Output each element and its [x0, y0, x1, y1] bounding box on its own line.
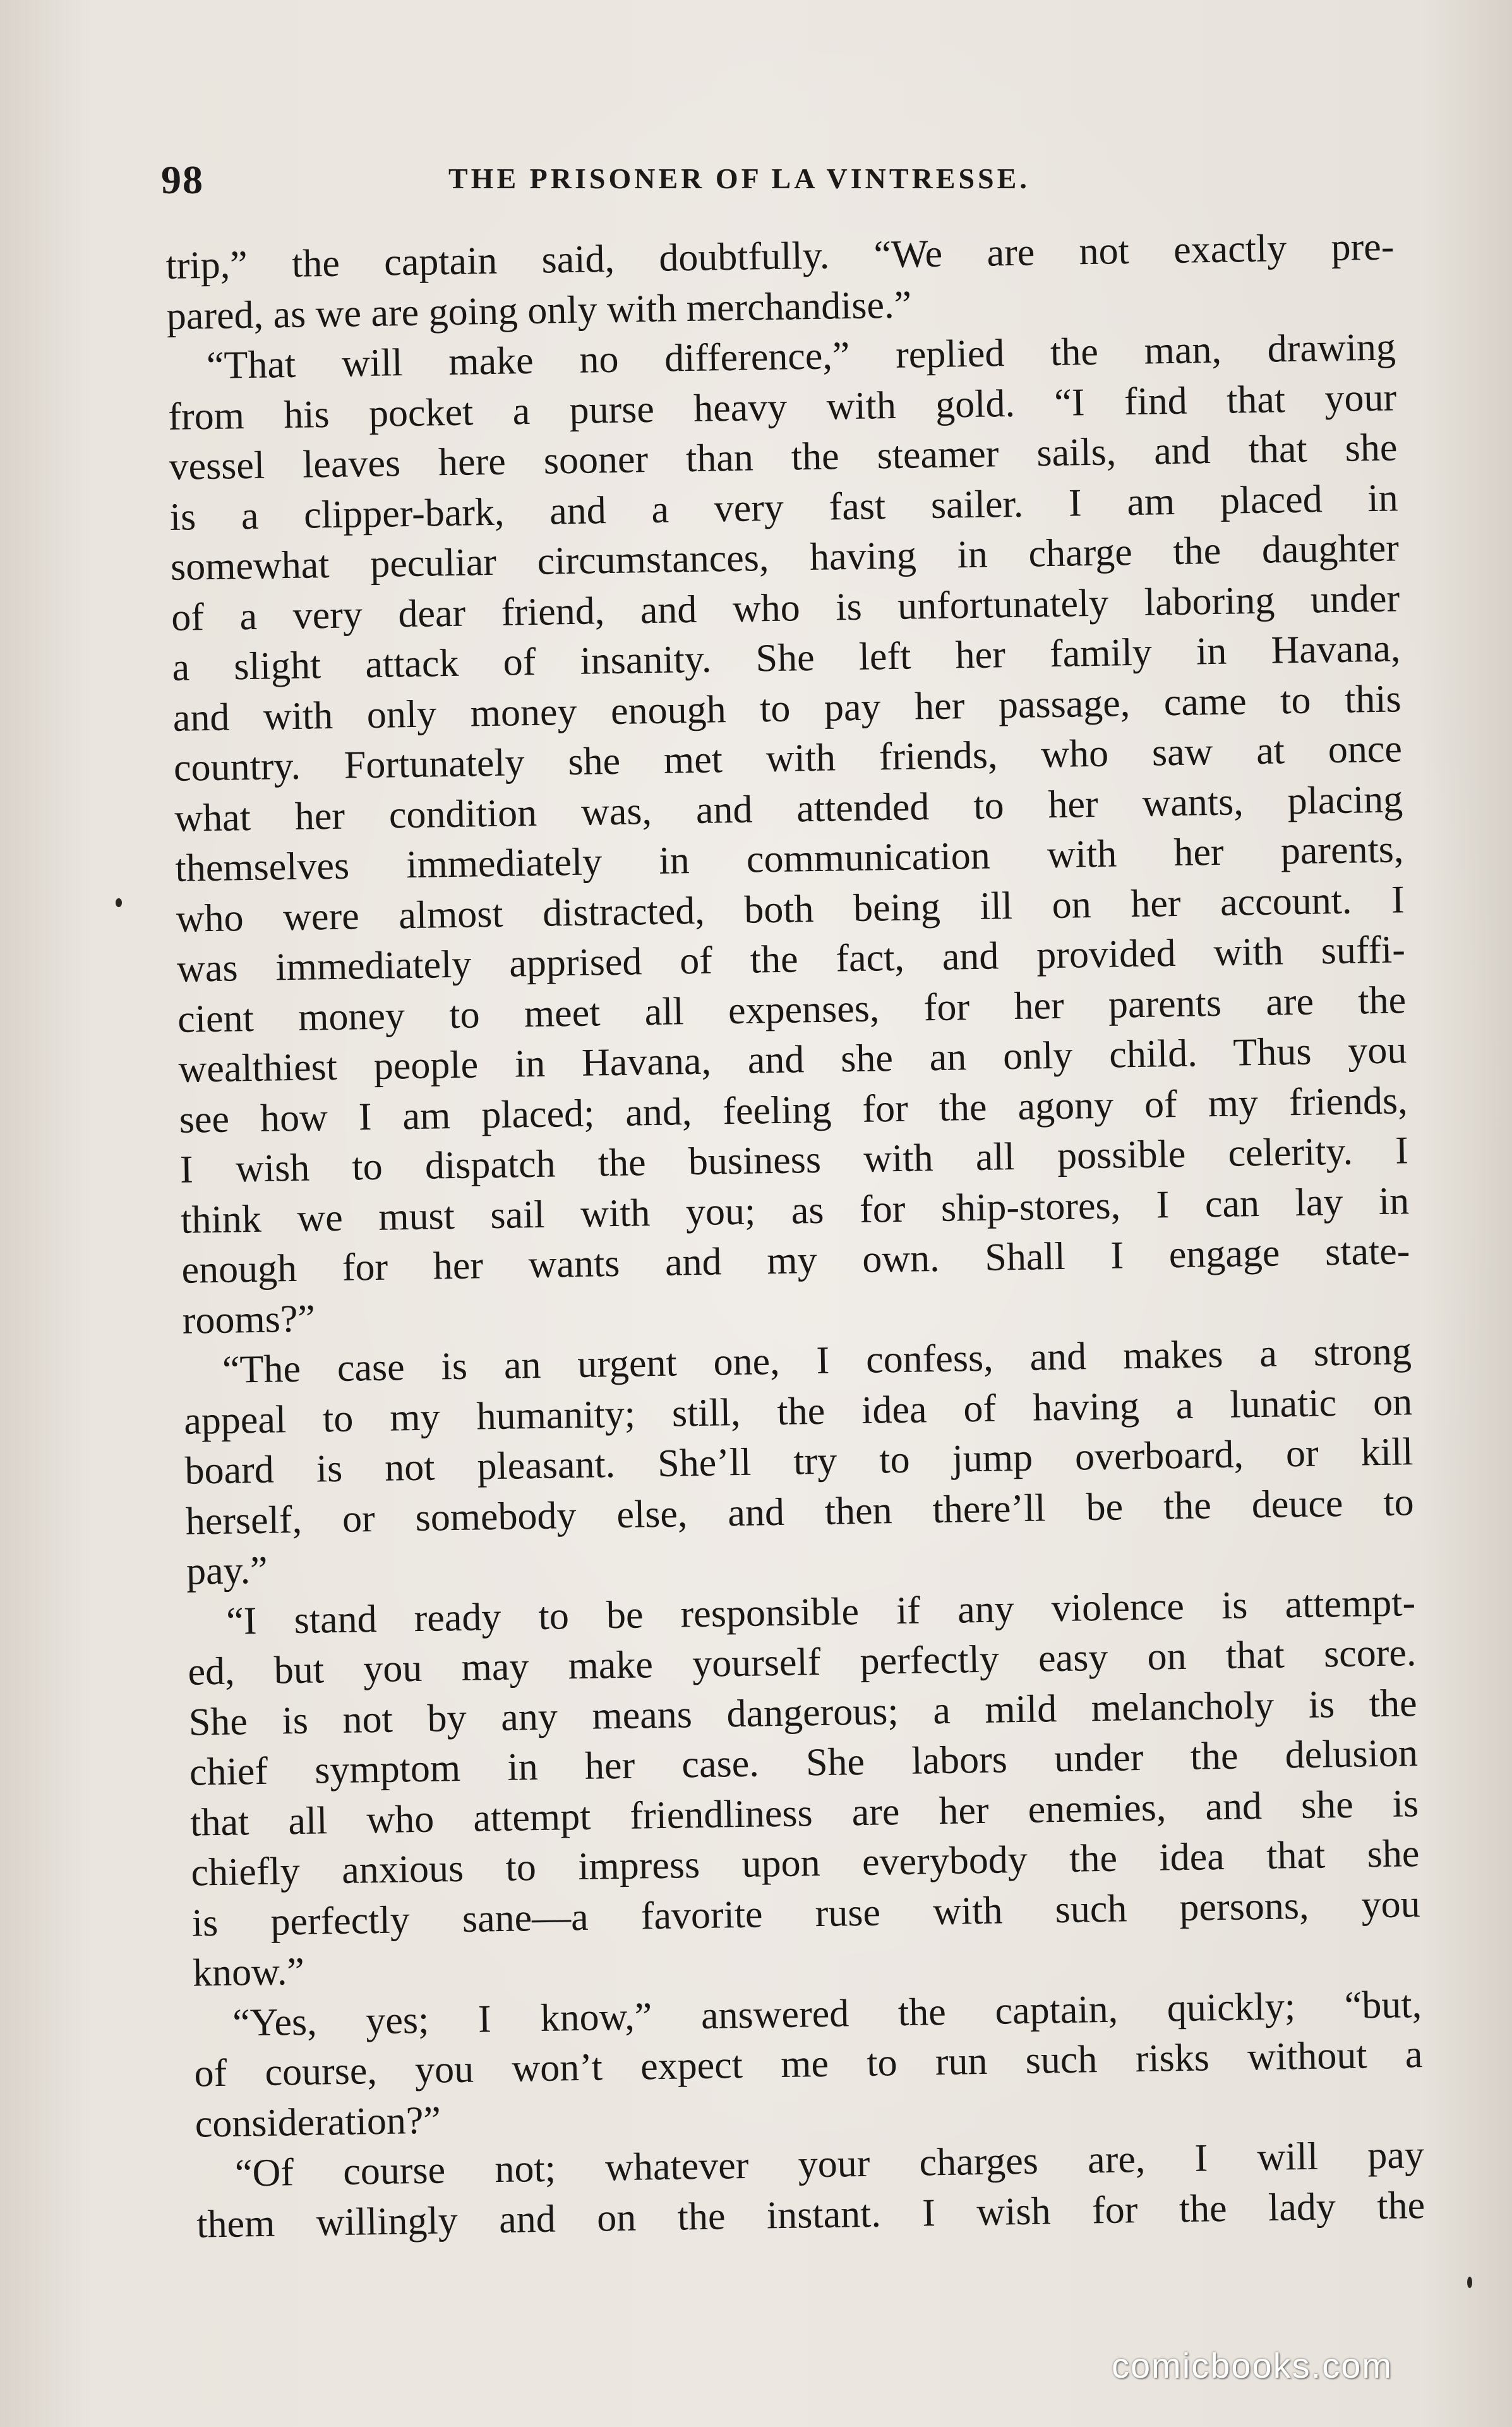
- text-line: is a clipper-bark, and a very fast sailer. I am placed in: [169, 476, 1399, 539]
- text-line: trip,” the captain said, doubtfully. “We are not exactly pre-: [165, 225, 1395, 287]
- text-line: think we must sail with you; as for ship-stores, I can lay in: [180, 1179, 1410, 1242]
- text-line: who were almost distracted, both being ill on her account. I: [176, 877, 1405, 941]
- running-head: THE PRISONER OF LA VINTRESSE.: [448, 162, 1030, 195]
- text-line: chief symptom in her case. She labors under the delusion: [189, 1731, 1419, 1794]
- text-line: chiefly anxious to impress upon everybody the idea that she: [191, 1832, 1420, 1894]
- ink-speck: [1467, 2277, 1472, 2288]
- text-line: ed, but you may make yourself perfectly easy on that score.: [188, 1631, 1417, 1694]
- text-line: board is not pleasant. She’ll try to jump overboard, or kill: [184, 1430, 1413, 1493]
- text-line: of a very dear friend, and who is unfortunately laboring under: [171, 576, 1400, 639]
- text-line: “That will make no difference,” replied the man, drawing: [206, 325, 1396, 387]
- text-line: She is not by any means dangerous; a mild melancholy is the: [188, 1681, 1418, 1744]
- text-line: “Yes, yes; I know,” answered the captain, quickly; “but,: [232, 1982, 1422, 2045]
- text-line: them willingly and on the instant. I wish for the lady the: [196, 2183, 1425, 2246]
- text-line: herself, or somebody else, and then there’ll be the deuce to: [185, 1480, 1415, 1543]
- text-line: “Of course not; whatever your charges are, I will pay: [234, 2133, 1425, 2195]
- text-line: a slight attack of insanity. She left her family in Havana,: [172, 627, 1401, 689]
- ink-speck: [116, 898, 122, 907]
- text-line: and with only money enough to pay her passage, came to this: [172, 677, 1402, 740]
- text-line: cient money to meet all expenses, for her parents are the: [177, 978, 1407, 1041]
- text-line: know.”: [192, 1949, 305, 1995]
- text-line: pared, as we are going only with merchandise.”: [166, 282, 912, 338]
- text-line: enough for her wants and my own. Shall I engage state-: [181, 1229, 1410, 1292]
- text-line: vessel leaves here sooner than the steamer sails, and that she: [169, 426, 1398, 488]
- text-line: of course, you won’t expect me to run such risks without a: [194, 2033, 1423, 2095]
- text-line: consideration?”: [195, 2099, 441, 2146]
- text-line: “I stand ready to be responsible if any violence is attempt-: [225, 1581, 1416, 1643]
- text-line: wealthiest people in Havana, and she an only child. Thus you: [178, 1028, 1407, 1091]
- text-line: I wish to dispatch the business with all possible celerity. I: [179, 1129, 1409, 1191]
- watermark: comicbooks.com: [1112, 2346, 1393, 2385]
- text-line: that all who attempt friendliness are her enemies, and she is: [189, 1781, 1419, 1845]
- text-line: appeal to my humanity; still, the idea of having a lunatic on: [183, 1380, 1413, 1443]
- text-line: pay.”: [186, 1548, 268, 1593]
- text-line: what her condition was, and attended to her wants, placing: [174, 777, 1403, 840]
- text-line: themselves immediately in communication with her parents,: [175, 828, 1404, 890]
- text-line: from his pocket a purse heavy with gold. “I find that your: [167, 375, 1397, 438]
- text-line: “The case is an urgent one, I confess, and makes a strong: [222, 1330, 1412, 1392]
- text-line: see how I am placed; and, feeling for the agony of my friends,: [179, 1078, 1408, 1141]
- page-header: [161, 150, 1134, 214]
- body-text: [165, 222, 1426, 2300]
- text-line: country. Fortunately she met with friends, who saw at once: [173, 727, 1403, 790]
- page-number: 98: [161, 157, 204, 202]
- text-line: somewhat peculiar circumstances, having in charge the daughter: [170, 526, 1400, 589]
- text-line: is perfectly sane—a favorite ruse with such persons, you: [191, 1882, 1421, 1945]
- text-line: rooms?”: [182, 1296, 316, 1342]
- text-line: was immediately apprised of the fact, and provided with suffi-: [176, 928, 1406, 991]
